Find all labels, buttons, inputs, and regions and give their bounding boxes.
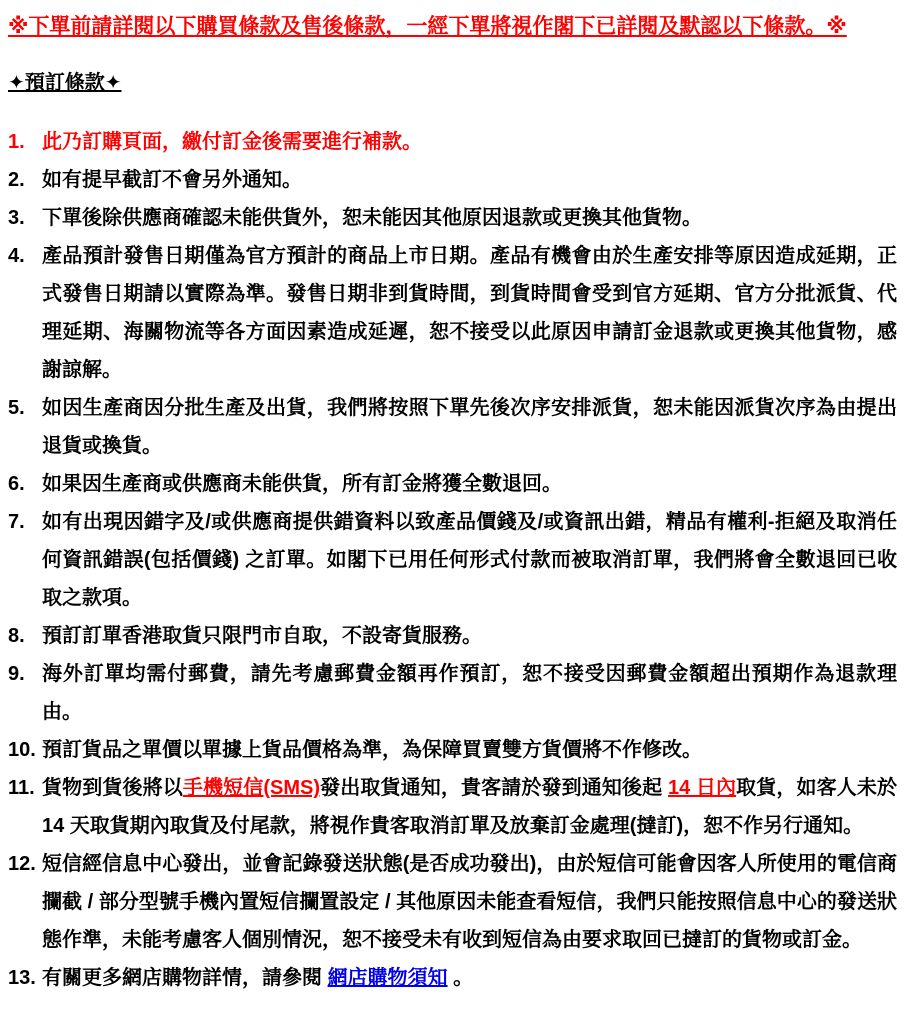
item-number: 5.	[8, 397, 25, 420]
item-text	[42, 617, 897, 655]
list-item	[8, 465, 897, 503]
list-item	[8, 769, 897, 845]
item-text	[42, 389, 897, 465]
item-number: 9.	[8, 663, 25, 686]
item-number: 13.	[8, 967, 36, 990]
item-number: 12.	[8, 853, 36, 876]
page-title: ※下單前請詳閱以下購買條款及售後條款，一經下單將視作閣下已詳閱及默認以下條款。※	[8, 15, 847, 38]
item-text	[42, 959, 897, 997]
section-header-preorder-terms: ✦預訂條款✦	[8, 72, 122, 95]
item-text	[42, 199, 897, 237]
text-segment: 貨物到貨後將以	[42, 777, 183, 800]
item-number: 7.	[8, 511, 25, 534]
item-number: 4.	[8, 245, 25, 268]
text-segment: 產品預計發售日期僅為官方預計的商品上市日期。產品有機會由於生產安排等原因造成延期，正式發售日期請以實際為準。發售日期非到貨時間，到貨時間會受到官方延期、官方分批派貨、代理延期、海關物流等各方面因素造成延遲，恕不接受以此原因申請訂金退款或更換其他貨物，感謝諒解。	[42, 245, 897, 382]
text-segment: 短信經信息中心發出，並會記錄發送狀態(是否成功發出)，由於短信可能會因客人所使用的電信商攔截 / 部分型號手機內置短信攔置設定 / 其他原因未能查看短信，我們只能按照信息中心的發送狀態作準，未能考慮客人個別情況，恕不接受未有收到短信為由要求取回已撻訂的貨物或訂金。	[42, 853, 897, 952]
list-item	[8, 123, 897, 161]
list-item	[8, 731, 897, 769]
item-text	[42, 465, 897, 503]
item-number: 3.	[8, 207, 25, 230]
text-segment: 下單後除供應商確認未能供貨外，恕未能因其他原因退款或更換其他貨物。	[42, 207, 702, 230]
item-number: 1.	[8, 131, 25, 154]
item-text	[42, 161, 897, 199]
item-text	[42, 503, 897, 617]
list-item	[8, 503, 897, 617]
text-segment: 如有提早截訂不會另外通知。	[42, 169, 302, 192]
item-text	[42, 845, 897, 959]
text-segment: 海外訂單均需付郵費，請先考慮郵費金額再作預訂，恕不接受因郵費金額超出預期作為退款理由。	[42, 663, 897, 724]
text-segment: 。	[447, 967, 474, 990]
text-segment: 取貨，如客人未於 14 天取貨期內取貨及付尾款，將視作貴客取消訂單及放棄訂金處理(撻訂)，恕不作另行通知。	[42, 777, 898, 838]
item-number: 2.	[8, 169, 25, 192]
text-segment: 發出取貨通知，貴客請於發到通知後起	[320, 777, 668, 800]
item-text	[42, 731, 897, 769]
text-segment: 此乃訂購頁面，繳付訂金後需要進行補款。	[42, 131, 422, 154]
item-text	[42, 237, 897, 389]
list-item	[8, 845, 897, 959]
list-item	[8, 959, 897, 997]
item-number: 6.	[8, 473, 25, 496]
item-number: 11.	[8, 777, 35, 800]
text-segment: 手機短信(SMS)	[182, 777, 321, 800]
list-item	[8, 617, 897, 655]
item-number: 10.	[8, 739, 36, 762]
text-segment: 有關更多網店購物詳情，請參閱	[42, 967, 328, 990]
text-segment: 預訂訂單香港取貨只限門市自取，不設寄貨服務。	[42, 625, 482, 648]
list-item	[8, 161, 897, 199]
text-segment: 如因生產商因分批生產及出貨，我們將按照下單先後次序安排派貨，恕未能因派貨次序為由提出退貨或換貨。	[42, 397, 897, 458]
terms-list	[8, 123, 897, 997]
text-segment: 如有出現因錯字及/或供應商提供錯資料以致產品價錢及/或資訊出錯，精品有權利-拒絕及取消任何資訊錯誤(包括價錢) 之訂單。如閣下已用任何形式付款而被取消訂單，我們將會全數退回已收取之款項。	[42, 511, 897, 610]
item-text	[42, 769, 897, 845]
text-segment: 如果因生產商或供應商未能供貨，所有訂金將獲全數退回。	[42, 473, 562, 496]
list-item	[8, 655, 897, 731]
item-text	[42, 655, 897, 731]
text-segment: 14 日內	[667, 777, 737, 800]
list-item	[8, 389, 897, 465]
text-segment: 預訂貨品之單價以單據上貨品價格為準，為保障買賣雙方貨價將不作修改。	[42, 739, 702, 762]
store-shopping-guide-link[interactable]: 網店購物須知	[327, 967, 448, 990]
item-text	[42, 123, 897, 161]
list-item	[8, 199, 897, 237]
item-number: 8.	[8, 625, 25, 648]
list-item	[8, 237, 897, 389]
